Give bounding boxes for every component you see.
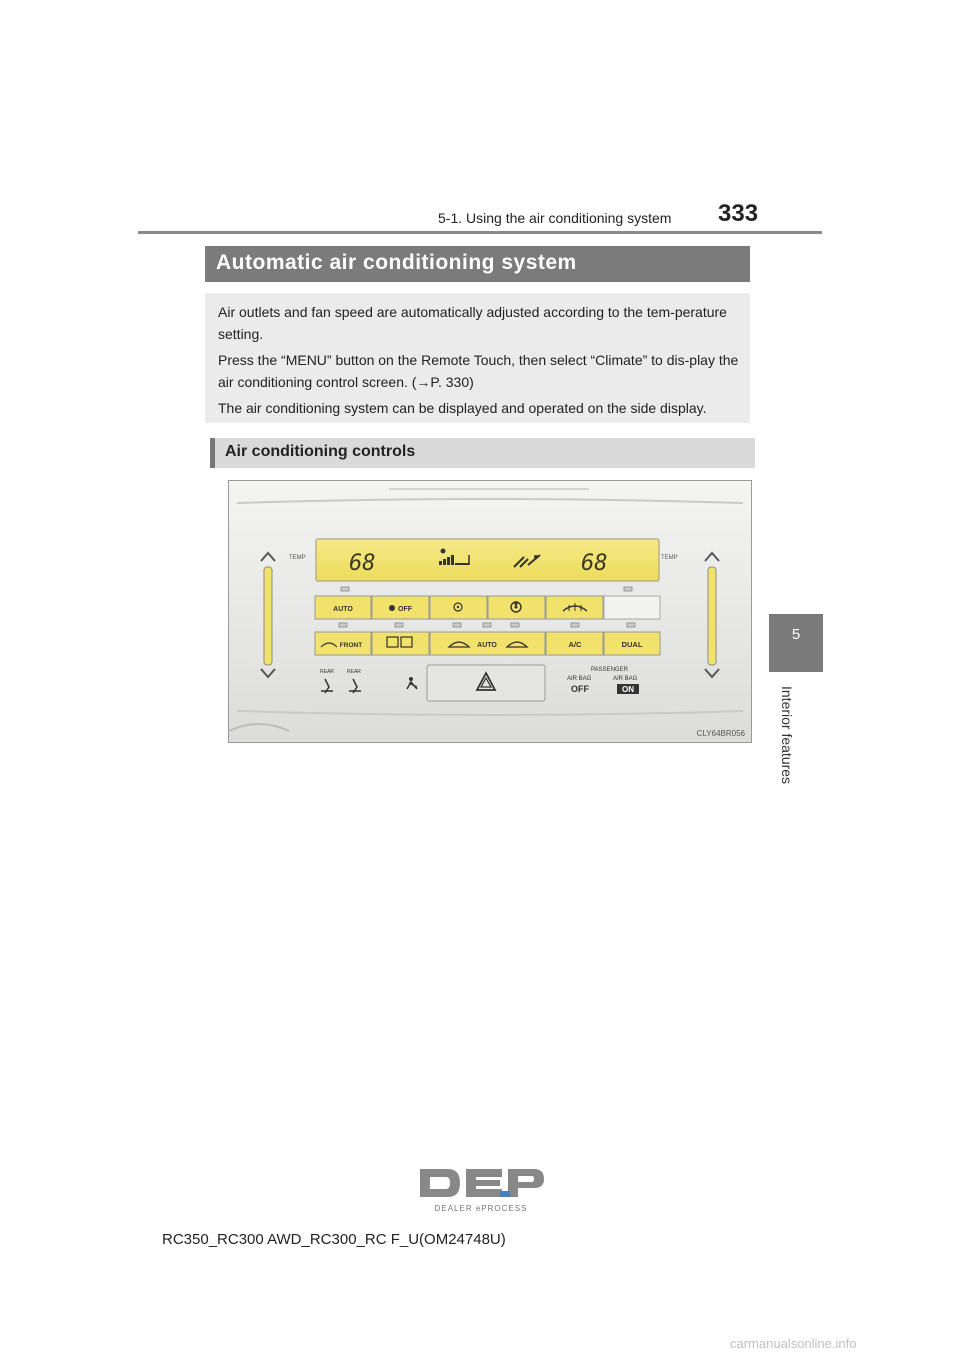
auto-recirc-label: AUTO xyxy=(477,642,497,649)
airbag-off-indicator: OFF xyxy=(571,684,589,694)
chapter-label: Interior features xyxy=(779,686,795,785)
document-code: RC350_RC300 AWD_RC300_RC F_U(OM24748U) xyxy=(162,1231,506,1248)
front-button-label: FRONT xyxy=(339,642,363,649)
passenger-label: PASSENGER xyxy=(591,667,628,673)
main-heading: Automatic air conditioning system xyxy=(216,251,577,274)
fan-off-button-label: OFF xyxy=(398,606,412,613)
dealer-eprocess-logo xyxy=(416,1163,546,1218)
section-title: 5-1. Using the air conditioning system xyxy=(438,210,672,226)
airbag-on-indicator: ON xyxy=(622,685,634,694)
note-paragraph-2: Press the “MENU” button on the Remote Touch, then select “Climate” to dis-play the air conditioning control screen. (→P. 330) xyxy=(218,352,739,390)
airbag-label-1: AIR BAG xyxy=(567,676,592,682)
ac-panel-figure xyxy=(228,480,752,743)
main-heading-bar xyxy=(205,246,750,282)
rear-label-2: REAR xyxy=(347,669,361,675)
sub-heading: Air conditioning controls xyxy=(225,443,416,460)
auto-button-label: AUTO xyxy=(333,606,353,613)
temp-label-left: TEMP xyxy=(289,555,306,561)
logo-tagline: DEALER ePROCESS xyxy=(434,1204,528,1213)
chapter-number: 5 xyxy=(791,626,801,643)
rear-label-1: REAR xyxy=(320,669,334,675)
fan-off-icon xyxy=(389,605,395,611)
airbag-label-2: AIR BAG xyxy=(613,676,638,682)
chapter-label-wrapper xyxy=(779,686,805,796)
left-temp-readout: 68 xyxy=(349,551,376,576)
temp-label-right: TEMP xyxy=(661,555,678,561)
figure-code: CLY64BR056 xyxy=(696,729,745,738)
page-number: 333 xyxy=(718,200,759,227)
intro-note xyxy=(205,293,750,423)
ac-button-label: A/C xyxy=(568,640,582,649)
header-divider xyxy=(138,231,822,234)
note-paragraph-3: The air conditioning system can be displayed and operated on the side display. xyxy=(218,400,707,416)
right-temp-readout: 68 xyxy=(581,551,608,576)
dual-button-label: DUAL xyxy=(621,640,643,649)
button-row-1 xyxy=(315,596,660,619)
chapter-tab xyxy=(769,614,823,672)
ac-panel-illustration xyxy=(229,481,751,742)
watermark: carmanualsonline.info xyxy=(730,1336,857,1351)
note-paragraph-1: Air outlets and fan speed are automatically adjusted according to the tem-perature setting. xyxy=(218,304,727,342)
hazard-button xyxy=(427,665,545,701)
sub-heading-bar xyxy=(210,438,755,468)
